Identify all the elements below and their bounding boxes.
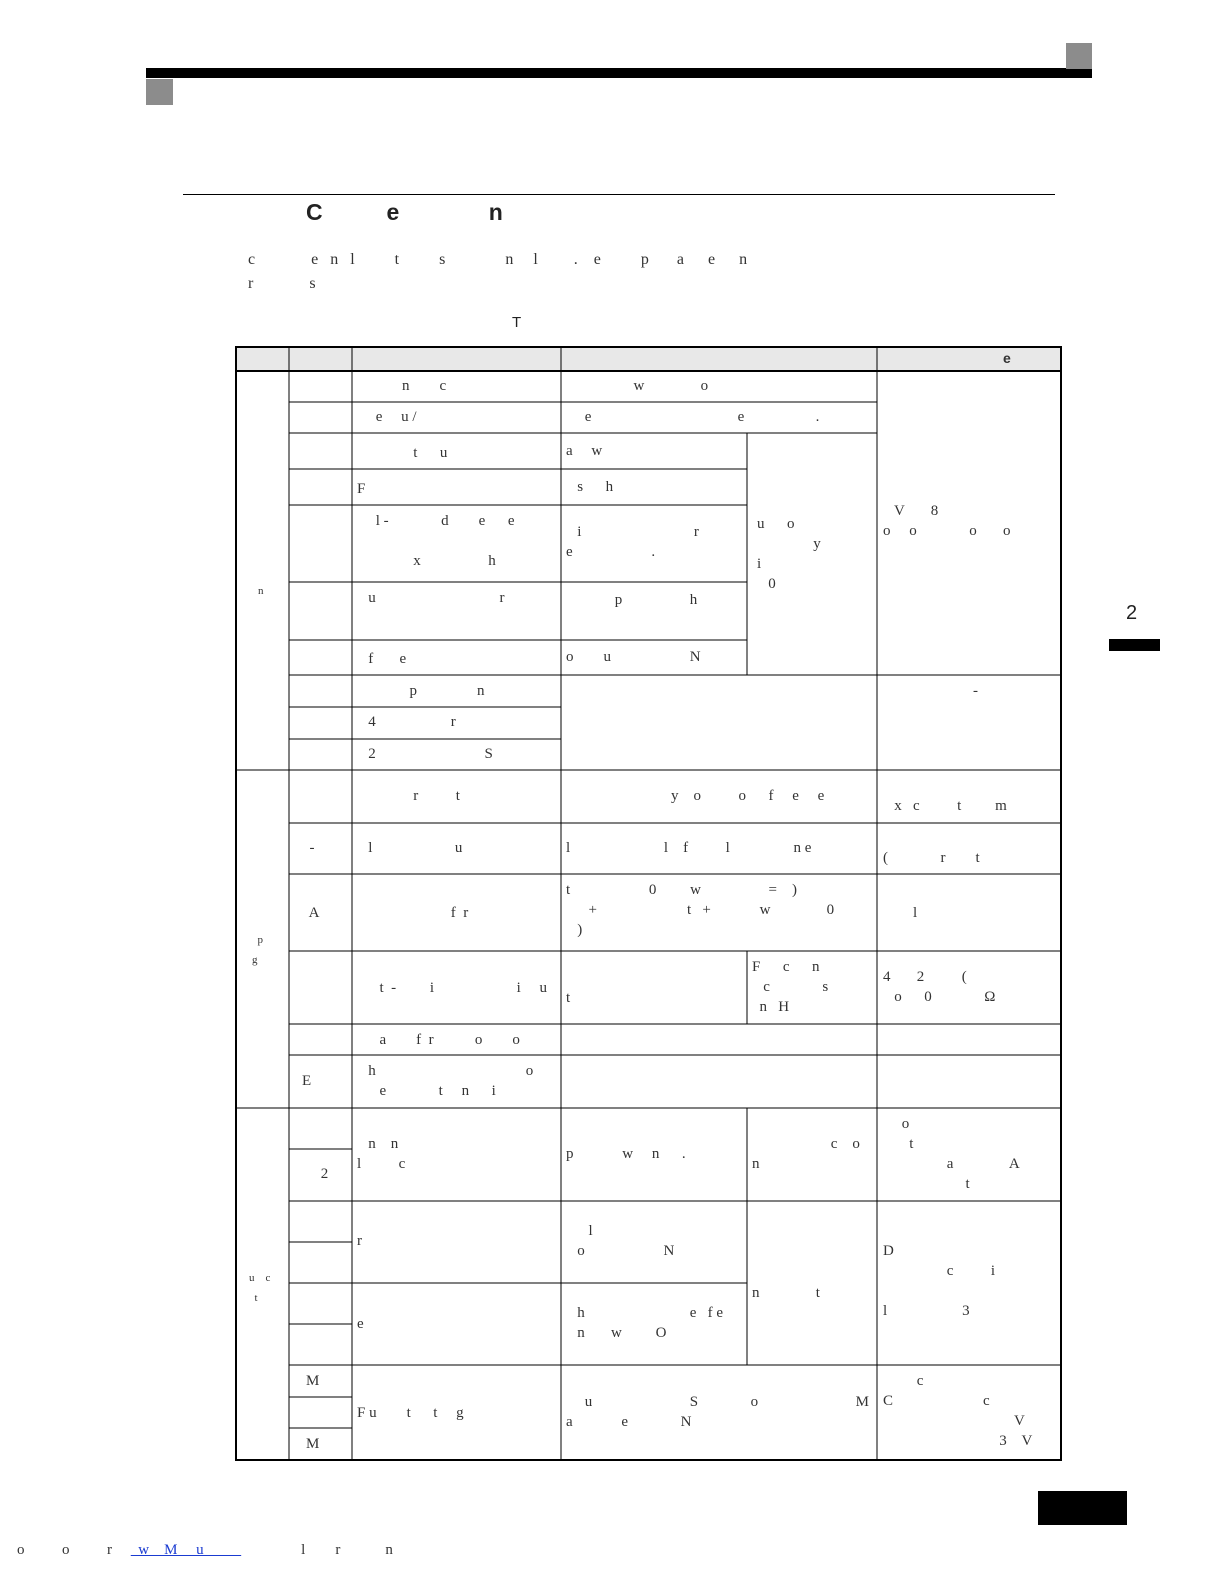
cell-line: t xyxy=(883,1176,970,1192)
table-cell-r13c4 xyxy=(566,880,834,940)
cell-line: i xyxy=(757,556,762,572)
table-cell-r3c3 xyxy=(357,443,447,463)
cell-line: u S o M xyxy=(566,1394,869,1410)
cell-line: n xyxy=(752,1156,760,1172)
table-cell-r5c4 xyxy=(566,522,699,562)
cell-line: p h xyxy=(566,592,698,608)
table-cell-r1c3 xyxy=(357,376,446,396)
footer-text: o o r xyxy=(17,1542,131,1558)
table-cell-r11c5 xyxy=(883,796,1007,816)
cell-line: t 0 w = ) xyxy=(566,882,797,898)
cell-line: C c xyxy=(883,1393,990,1409)
cell-line: y o o f e e xyxy=(566,788,825,804)
cell-line: t u xyxy=(357,445,448,461)
cell-line: p w n . xyxy=(566,1146,686,1162)
table-cell-r2c4 xyxy=(566,407,819,427)
table-cell-r11c3 xyxy=(357,786,460,806)
cell-line: g xyxy=(252,954,258,966)
table-cell-r2c3 xyxy=(357,407,417,427)
cell-line: e . xyxy=(566,544,656,560)
cell-line: t xyxy=(566,990,571,1006)
table-cell-r8c5 xyxy=(883,681,978,701)
footer-link[interactable]: w M u xyxy=(130,1542,242,1558)
table-cell-r6c4 xyxy=(566,590,697,610)
table-cell-r17c3 xyxy=(357,1114,405,1174)
cell-line: e u / xyxy=(357,409,417,425)
cell-line: o u N xyxy=(566,649,701,665)
cell-line: n xyxy=(258,585,264,597)
cell-line: F c n xyxy=(752,959,820,975)
table-cell-r14c3 xyxy=(357,978,547,998)
chapter-number: 2 xyxy=(1126,602,1138,624)
cell-line: - xyxy=(883,683,978,699)
table-cell-r5c3 xyxy=(357,511,514,571)
table-cell-r15c3 xyxy=(357,1030,520,1050)
cell-line: o o o o xyxy=(883,523,1011,539)
table-header-cell: e xyxy=(1003,350,1011,366)
cell-line: c i xyxy=(883,1263,996,1279)
cell-line: t xyxy=(249,1292,258,1304)
cell-line xyxy=(357,1211,362,1231)
cell-line: a e N xyxy=(566,1414,692,1430)
cell-line: w o xyxy=(566,378,709,394)
cell-line: c xyxy=(883,1373,924,1389)
cell-line xyxy=(357,1114,405,1134)
cell-line: s h xyxy=(566,479,614,495)
cell-line: n c xyxy=(357,378,447,394)
cell-line: f r xyxy=(357,905,469,921)
cell-line: 4 2 ( xyxy=(883,969,967,985)
cell-line: n w O xyxy=(566,1325,667,1341)
table-cell-r1c4 xyxy=(566,376,708,396)
table-cell-r13c2 xyxy=(302,903,320,923)
table-cell-r23c5 xyxy=(883,1371,1032,1451)
cell-line xyxy=(357,1294,364,1314)
cell-line: a f r o o xyxy=(357,1032,520,1048)
cell-line: h o xyxy=(357,1063,534,1079)
table-cell-sec3c5 xyxy=(883,1241,995,1321)
table-cell-r12c2 xyxy=(302,838,315,858)
table-cell-r21c3 xyxy=(357,1294,364,1334)
table-cell-r12c4 xyxy=(566,838,811,858)
cell-line: h e f e xyxy=(566,1305,724,1321)
table-cell-r7c3 xyxy=(357,649,406,669)
cell-line: t - i i u xyxy=(357,980,547,996)
table-cell-merge3 xyxy=(752,1283,820,1303)
cell-line: e xyxy=(357,1316,364,1332)
table-cell-r11c4 xyxy=(566,786,824,806)
cell-line: x h xyxy=(357,553,496,569)
cell-line: + t + w 0 xyxy=(566,902,835,918)
cell-line: u o xyxy=(757,516,795,532)
cell-line: n H xyxy=(752,999,790,1015)
cell-line: u r xyxy=(357,590,505,606)
chapter-tab xyxy=(1109,639,1160,651)
cell-line: l xyxy=(883,905,918,921)
cell-line: u c xyxy=(249,1272,271,1284)
cell-line: i r xyxy=(566,524,699,540)
cell-line: V xyxy=(883,1413,1025,1429)
cell-line: 4 r xyxy=(357,714,456,730)
cell-line: e t n i xyxy=(357,1083,496,1099)
cell-line: F xyxy=(357,481,366,497)
cell-line: ) xyxy=(566,922,583,938)
cell-line: o 0 Ω xyxy=(883,989,996,1005)
cell-line: ( r t xyxy=(883,850,980,866)
cell-line xyxy=(883,1281,995,1301)
table-cell-sec1label xyxy=(258,581,264,601)
cell-line: l u xyxy=(357,840,463,856)
cell-line: A xyxy=(302,905,320,921)
table-cell-r4c4 xyxy=(566,477,613,497)
cell-line: e e . xyxy=(566,409,820,425)
footer-text-tail: l r n xyxy=(241,1542,393,1558)
table-cell-sec2label xyxy=(252,930,263,970)
table-caption: T xyxy=(512,314,522,331)
page-number-box xyxy=(1038,1491,1127,1525)
table-cell-r23c4 xyxy=(566,1392,869,1432)
cell-line: x c t m xyxy=(883,798,1007,814)
cell-line: a A xyxy=(883,1156,1020,1172)
section-heading: C e n xyxy=(306,199,503,225)
table-cell-merge1 xyxy=(757,514,821,594)
table-cell-r12c5 xyxy=(883,848,980,868)
cell-line: 2 S xyxy=(357,746,493,762)
cell-line: - xyxy=(302,840,315,856)
cell-line xyxy=(566,1124,686,1144)
table-cell-r17c4b xyxy=(752,1114,860,1174)
cell-line: o N xyxy=(566,1243,675,1259)
table-cell-r23c3 xyxy=(357,1403,464,1423)
table-cell-r13c3 xyxy=(357,903,468,923)
table-cell-r23c2 xyxy=(306,1371,319,1391)
cell-line: D xyxy=(883,1243,894,1259)
cell-line: l xyxy=(566,1223,593,1239)
cell-line xyxy=(357,531,514,551)
table-cell-r16c2 xyxy=(302,1071,311,1091)
table-cell-r14c5 xyxy=(883,967,995,1007)
table-cell-r14c4b xyxy=(752,957,828,1017)
cell-line: M xyxy=(306,1436,320,1452)
table-cell-r25c2 xyxy=(306,1434,319,1454)
table-cell-r16c3 xyxy=(357,1061,533,1101)
cell-line: V 8 xyxy=(883,503,939,519)
table-cell-sec1c5 xyxy=(883,501,1011,541)
table-cell-sec3label xyxy=(249,1268,270,1308)
table-cell-r13c5 xyxy=(883,903,917,923)
table-cell-r17c4 xyxy=(566,1124,686,1164)
cell-line: t xyxy=(883,1136,914,1152)
cell-line: f e xyxy=(357,651,407,667)
cell-line: 3 V xyxy=(883,1433,1033,1449)
cell-line xyxy=(302,1144,328,1164)
cell-line: r t xyxy=(357,788,460,804)
table-cell-r17c2 xyxy=(302,1124,328,1184)
table-cell-r8c3 xyxy=(357,681,485,701)
table-cell-r19c3 xyxy=(357,1211,362,1251)
table-cell-r6c3 xyxy=(357,588,505,608)
cell-line: 2 xyxy=(302,1166,329,1182)
cell-line: o xyxy=(883,1116,910,1132)
cell-line: l c xyxy=(357,1156,406,1172)
cell-line xyxy=(302,1124,328,1144)
cell-line: M xyxy=(306,1373,320,1389)
cell-line: r xyxy=(357,1233,362,1249)
table-cell-r12c3 xyxy=(357,838,462,858)
cell-line: l 3 xyxy=(883,1303,970,1319)
table-cell-r3c4 xyxy=(566,441,602,461)
intro-line-2: r s xyxy=(248,275,316,292)
cell-line: l l f l n e xyxy=(566,840,812,856)
table-cell-r9c3 xyxy=(357,712,456,732)
table-cell-r7c4 xyxy=(566,647,701,667)
cell-line: a w xyxy=(566,443,603,459)
cell-line: c o xyxy=(752,1136,860,1152)
cell-line: 0 xyxy=(757,576,776,592)
cell-line: c s xyxy=(752,979,829,995)
table-cell-r10c3 xyxy=(357,744,493,764)
cell-line: p n xyxy=(357,683,485,699)
cell-line: y xyxy=(757,536,821,552)
cell-line: p xyxy=(252,934,263,946)
table-cell-r19c4 xyxy=(566,1221,674,1261)
table-cell-r14c4a xyxy=(566,988,570,1008)
intro-line-1: c e n l t s n l . e p a e n xyxy=(248,251,748,268)
cell-line xyxy=(752,1114,860,1134)
cell-line: E xyxy=(302,1073,312,1089)
table-cell-r4c3 xyxy=(357,479,365,499)
cell-line: F u t t g xyxy=(357,1405,464,1421)
table-cell-r17c5 xyxy=(883,1114,1020,1194)
footer xyxy=(17,1542,393,1559)
cell-line: n n xyxy=(357,1136,399,1152)
table-cell-r21c4 xyxy=(566,1303,723,1343)
cell-line: n t xyxy=(752,1285,820,1301)
cell-line: l - d e e xyxy=(357,513,515,529)
